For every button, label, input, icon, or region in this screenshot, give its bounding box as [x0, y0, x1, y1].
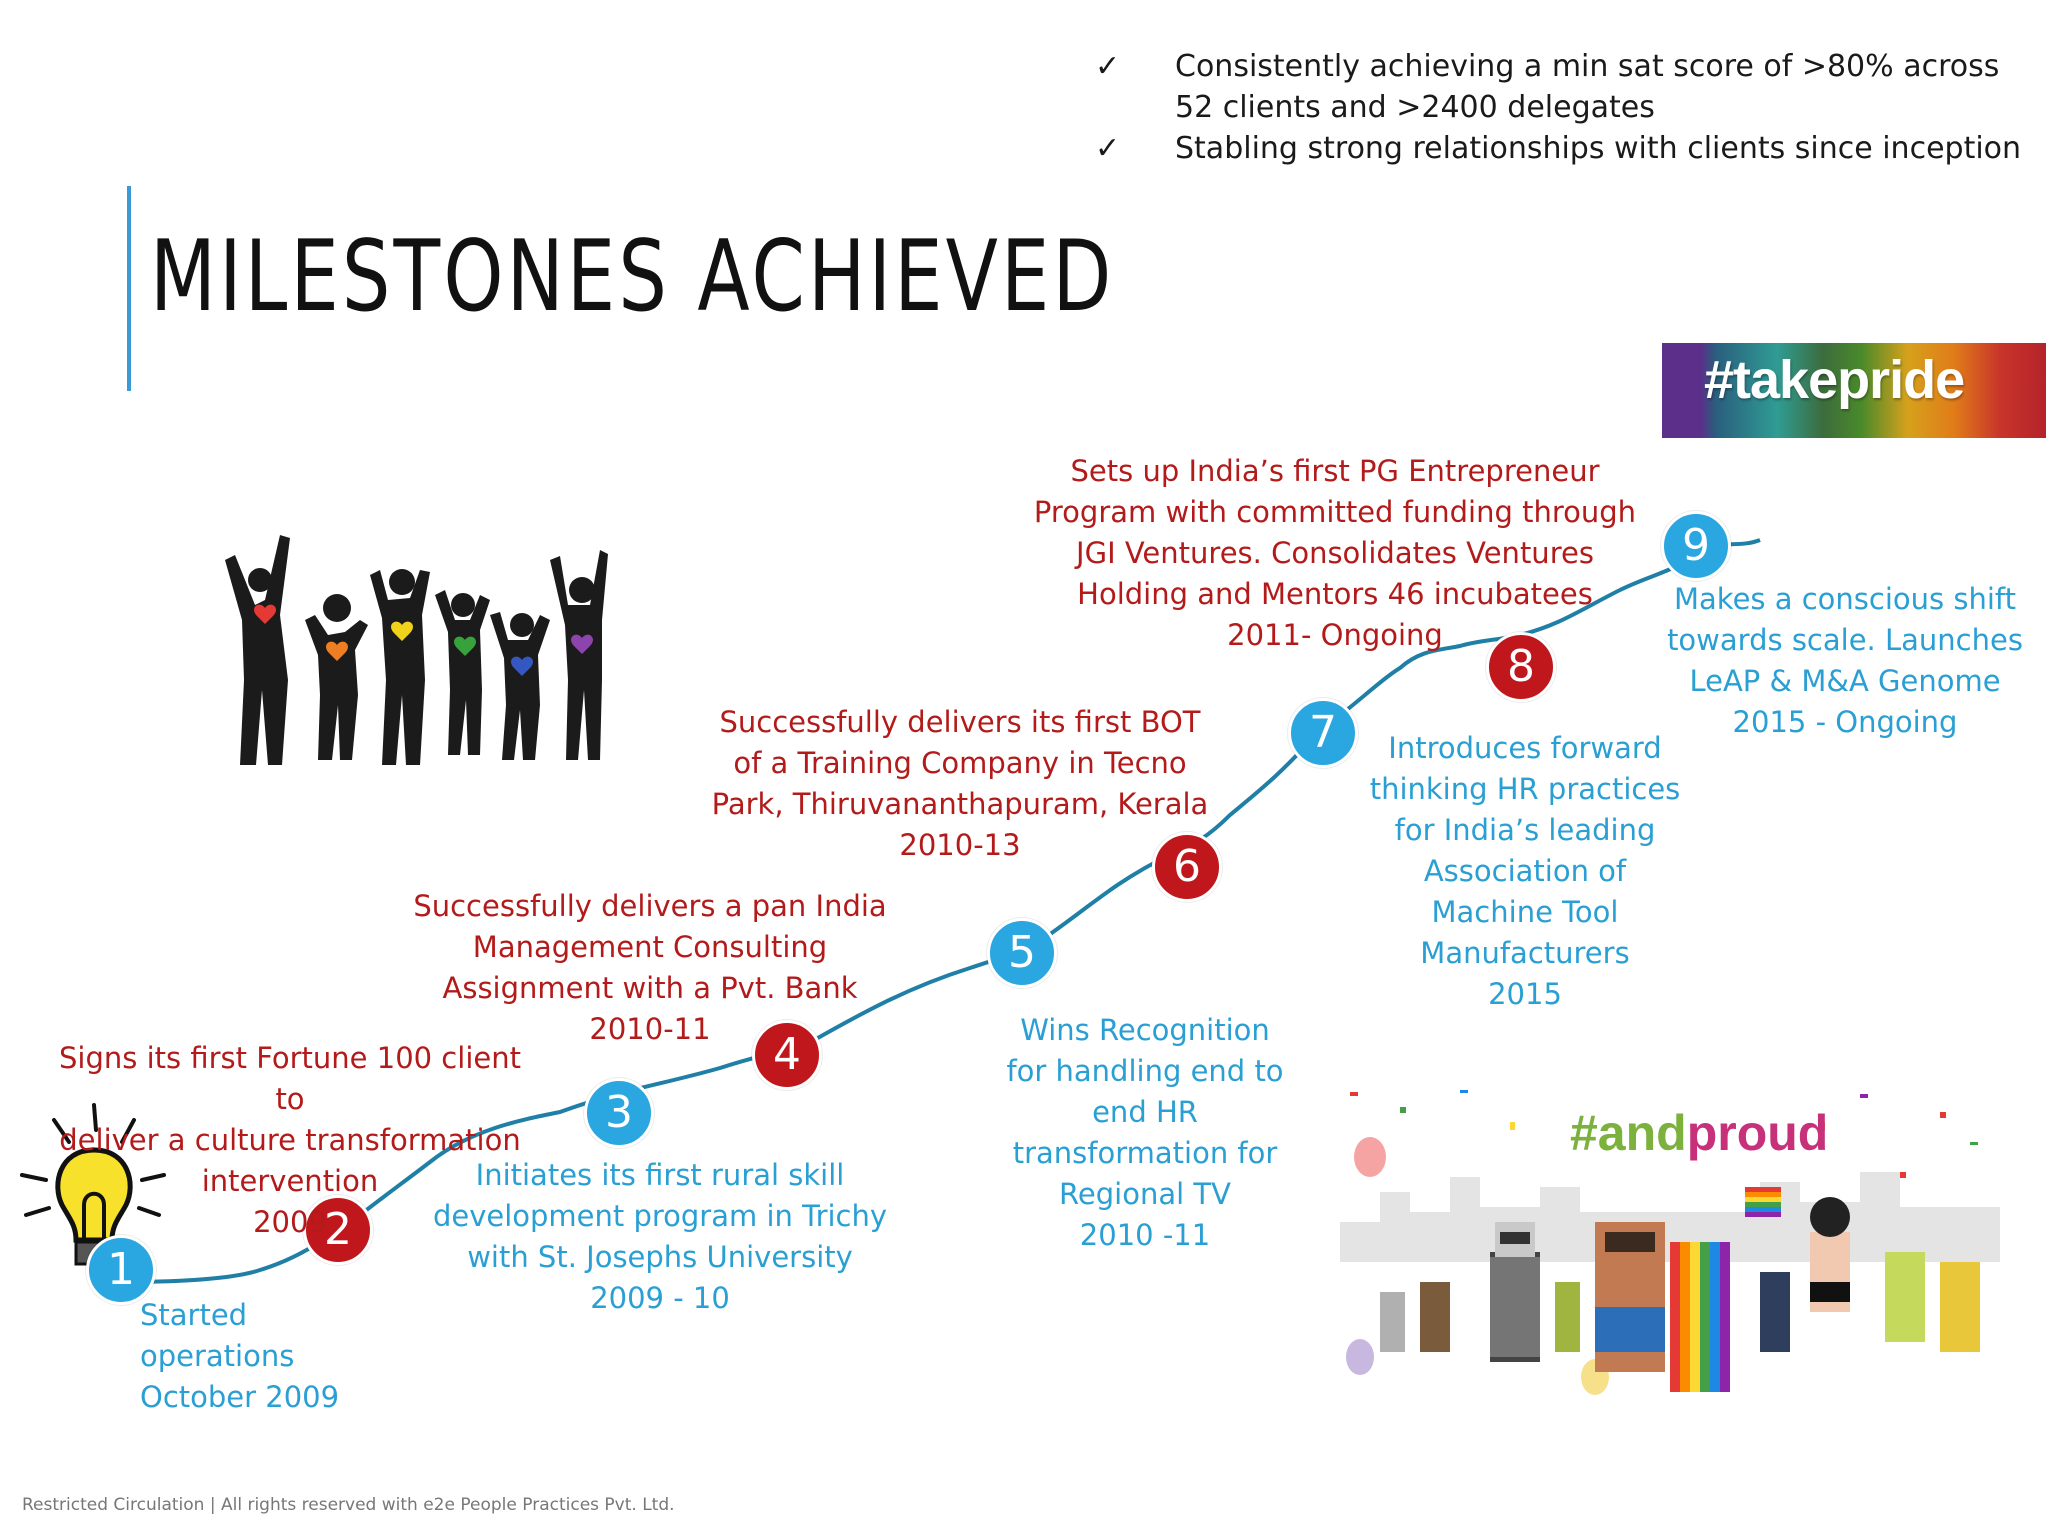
milestone-text-2: Signs its first Fortune 100 client to deliver a culture transformation intervention 2009 — [59, 1041, 521, 1239]
milestone-text-5: Wins Recognition for handling end to end HR transformation for Regional TV 2010 -11 — [1006, 1013, 1284, 1252]
bullet-text: Stabling strong relationships with clients since inception — [1175, 131, 2022, 166]
milestone-text-1: Started operations October 2009 — [140, 1298, 340, 1414]
milestone-text-3: Initiates its first rural skill development program in Trichy with St. Josephs University 2009 - 10 — [432, 1158, 888, 1315]
milestone-marker-3: 3 — [584, 1078, 654, 1148]
andproud-illustration — [1340, 1082, 2000, 1407]
milestone-text-9: Makes a conscious shift towards scale. Launches LeAP & M&A Genome 2015 - Ongoing — [1667, 582, 2023, 739]
andproud-label: #andproud — [1570, 1105, 1829, 1161]
milestone-text-6: Successfully delivers its first BOT of a Training Company in Tecno Park, Thiruvananthapuram, Kerala 2010-13 — [711, 705, 1209, 862]
check-icon: ✓ — [1095, 49, 1121, 84]
milestone-marker-5: 5 — [987, 918, 1057, 988]
milestone-marker-7: 7 — [1288, 698, 1358, 768]
milestone-marker-8: 8 — [1486, 632, 1556, 702]
milestone-text-4: Successfully delivers a pan India Management Consulting Assignment with a Pvt. Bank 2010-11 — [413, 889, 887, 1046]
milestone-marker-1: 1 — [86, 1235, 156, 1305]
footer-note: Restricted Circulation | All rights reserved with e2e People Practices Pvt. Ltd. — [22, 1495, 675, 1515]
page-title: MILESTONES ACHIEVED — [150, 220, 1115, 334]
takepride-label: #takepride — [1704, 350, 1965, 410]
milestone-marker-9: 9 — [1661, 511, 1731, 581]
milestone-marker-6: 6 — [1152, 832, 1222, 902]
check-icon: ✓ — [1095, 131, 1121, 166]
milestone-text-8: Sets up India’s first PG Entrepreneur Program with committed funding through JGI Ventures. Consolidates Ventures Holding and Mentors 46 incubatees 2011- Ongoing — [1033, 454, 1637, 652]
milestone-marker-4: 4 — [752, 1020, 822, 1090]
bullet-text: Consistently achieving a min sat score of >80% across 52 clients and >2400 delegates — [1175, 49, 2000, 125]
milestone-marker-2: 2 — [303, 1195, 373, 1265]
milestone-text-7: Introduces forward thinking HR practices for India’s leading Association of Machine Tool Manufacturers 2015 — [1369, 731, 1681, 1011]
